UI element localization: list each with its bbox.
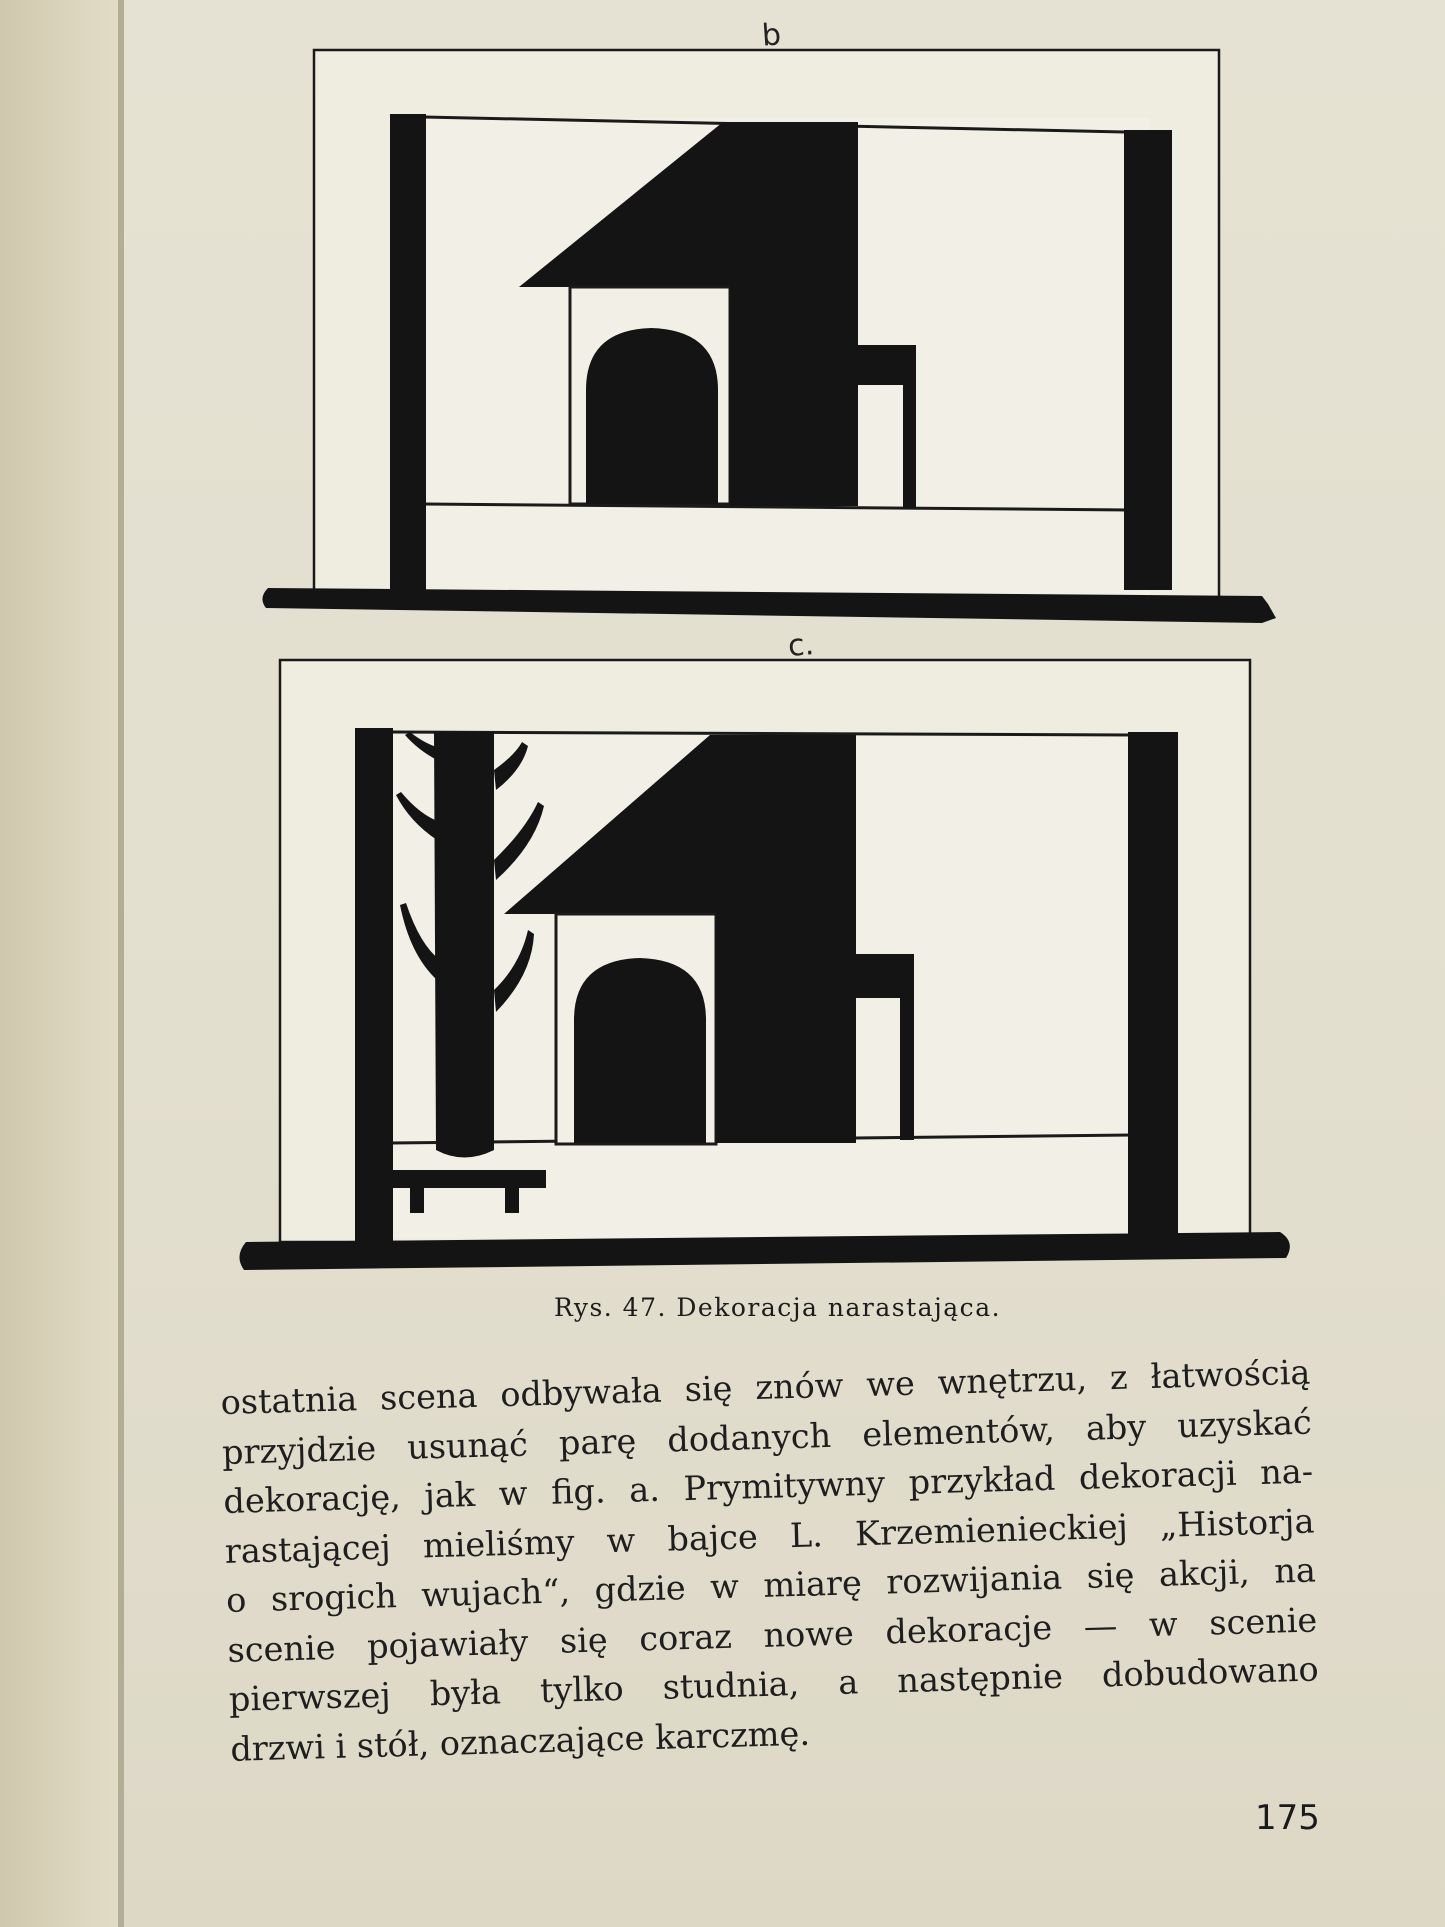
table-leg-b (903, 385, 916, 508)
right-wing-b (1124, 130, 1172, 590)
figure-label-c: c. (786, 627, 816, 664)
body-line: drzwi i stół, oznaczające karczmę. (229, 1713, 811, 1769)
table-leg-c (900, 998, 914, 1140)
body-paragraph (220, 1348, 1321, 1774)
table-top-b (840, 345, 916, 385)
figure-caption (0, 1293, 1445, 1322)
arched-door-c (574, 958, 706, 1143)
table-top-c (840, 954, 914, 998)
body-line: dekorację, jak w fig. a. Prymitywny przykład dekoracji na- (222, 1451, 1314, 1521)
tower-b (730, 122, 858, 506)
body-line: rastającej mieliśmy w bajce L. Krzemienieckiej „Historja (224, 1501, 1315, 1571)
left-wing-c (355, 728, 393, 1248)
body-line: pierwszej była tylko studnia, a następnie dobudowano (228, 1649, 1320, 1719)
body-line: ostatnia scena odbywała się znów we wnętrzu, z łatwością (220, 1352, 1311, 1422)
arched-door-b (586, 328, 718, 504)
figure-label-b: b (760, 17, 783, 54)
right-wing-c (1128, 732, 1178, 1242)
stage-diagram-c (239, 660, 1289, 1270)
left-wing-b (390, 114, 426, 592)
bench-leg-right-c (505, 1188, 519, 1213)
body-line: o srogich wujach“, gdzie w miarę rozwijania się akcji, na (225, 1550, 1317, 1620)
bench-leg-left-c (410, 1188, 424, 1213)
tower-c (716, 735, 856, 1143)
stage-diagram-b (262, 50, 1276, 623)
body-line: przyjdzie usunąć parę dodanych elementów, aby uzyskać (221, 1402, 1313, 1472)
caption-text: Rys. 47. Dekoracja narastająca. (553, 1293, 1002, 1322)
bench-top-c (392, 1170, 546, 1188)
page-number: 175 (1255, 1798, 1320, 1838)
body-line: scenie pojawiały się coraz nowe dekoracje — w scenie (227, 1599, 1318, 1670)
